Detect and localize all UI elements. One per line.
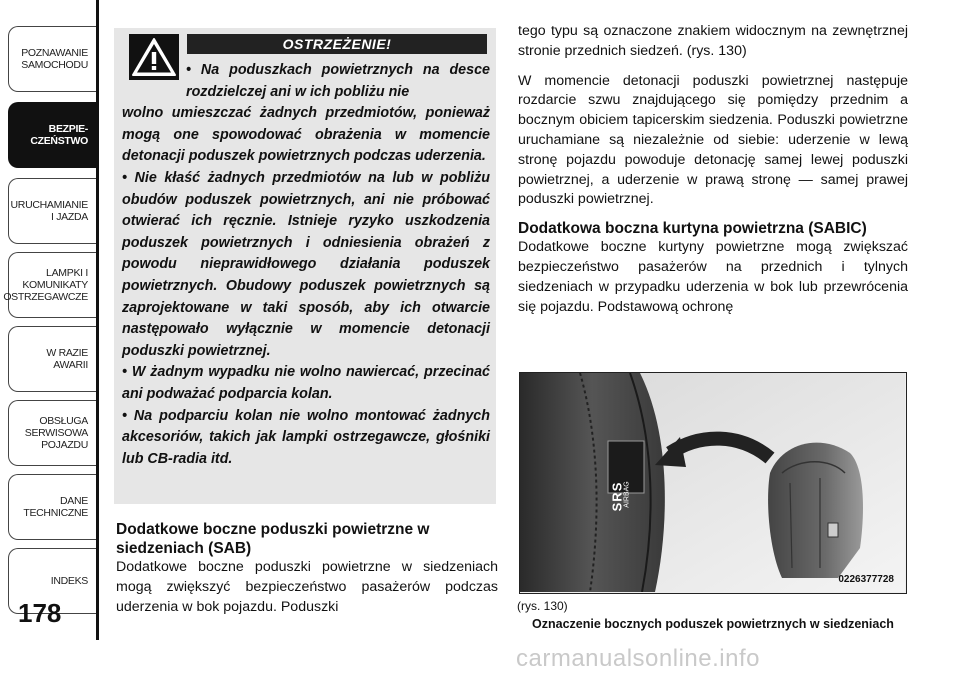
warning-item-4: • Na podparciu kolan nie wolno montować żadnych akcesoriów, takich jak lampki ostrzegawcze, głośniki lub CB-radia itd.: [122, 407, 490, 467]
tab-lampki[interactable]: LAMPKI I KOMUNIKATY OSTRZEGAWCZE: [8, 252, 96, 318]
section-body-sab: Dodatkowe boczne poduszki powietrzne w siedzeniach mogą zwiększyć bezpieczeństwo pasażerów podczas uderzenia w bok pojazdu. Poduszki: [116, 559, 498, 615]
warning-item-1-cont: wolno umieszczać żadnych przedmiotów, ponieważ mogą one spowodować obrażenia w momencie detonacji poduszek powietrznych podczas uderzenia.: [122, 105, 490, 165]
paragraph-1: tego typu są oznaczone znakiem widocznym na zewnętrznej stronie przednich siedzeń. (rys. 130): [518, 23, 908, 59]
warning-item-2: • Nie kłaść żadnych przedmiotów na lub w pobliżu obudów poduszek powietrznych, ani nie próbować otwierać ich ręcznie. Istnieje ryzyko uszkodzenia poduszek powietrznych i odniesienia obrażeń z powodu nieprawidłowego działania poduszek powietrznych. Obudowy poduszek powietrznych są zaprojektowane w taki sposób, aby ich otwarcie następowało wyłącznie w momencie detonacji poduszki powietrznej.: [122, 169, 490, 359]
tab-dane-techniczne[interactable]: DANE TECHNICZNE: [8, 474, 96, 540]
srs-text: SRS: [609, 481, 625, 512]
watermark: carmanualsonline.info: [516, 645, 760, 672]
paragraph-3: Dodatkowe boczne kurtyny powietrzne mogą zwiększać bezpieczeństwo pasażerów na przednich i tylnych siedzeniach w przypadku uderzenia w bok lub przewrócenia się pojazdu. Podstawową ochronę: [518, 239, 908, 315]
airbag-text: AIRBAG: [623, 481, 631, 508]
warning-item-1: • Na poduszkach powietrznych na desce rozdzielczej ani w ich pobliżu nie: [186, 62, 490, 100]
tab-indeks[interactable]: INDEKS: [8, 548, 96, 614]
tab-uruchamianie[interactable]: URUCHAMIANIE I JAZDA: [8, 178, 96, 244]
section-heading-sab: Dodatkowe boczne poduszki powietrzne w siedzeniach (SAB): [116, 521, 430, 557]
page-number: 178: [18, 598, 62, 628]
tab-divider: [96, 0, 99, 640]
figure-seat-airbag: [519, 372, 907, 594]
figure-caption: Oznaczenie bocznych poduszek powietrznych w siedzeniach: [532, 617, 894, 631]
tab-poznawanie[interactable]: POZNAWANIE SAMOCHODU: [8, 26, 96, 92]
figure-code: 0226377728: [838, 574, 894, 585]
figure-reference: (rys. 130): [517, 599, 568, 613]
warning-item-3: • W żadnym wypadku nie wolno nawiercać, przecinać ani podważać podparcia kolan.: [122, 364, 490, 402]
paragraph-2: W momencie detonacji poduszki powietrznej następuje rozdarcie szwu znajdującego się pomiędzy przednim a bocznym obiciem tapicerskim siedzenia. Poduszki powietrzne uruchamiane są niezależnie od siebie: uderzenie w lewą stronę pojazdu powoduje detonację samej lewej poduszki powietrznej, a uderzenie w prawą stronę — samej prawej poduszki powietrznej.: [518, 72, 908, 208]
seat-illustration: [520, 373, 905, 592]
warning-text: [122, 60, 490, 470]
right-column: [518, 22, 908, 327]
tab-w-razie-awarii[interactable]: W RAZIE AWARII: [8, 326, 96, 392]
tab-obsluga[interactable]: OBSŁUGA SERWISOWA POJAZDU: [8, 400, 96, 466]
warning-box: [114, 28, 496, 504]
tab-bezpieczenstwo[interactable]: BEZPIE- CZEŃSTWO: [8, 102, 96, 168]
section-heading-sabic: Dodatkowa boczna kurtyna powietrzna (SABIC): [518, 220, 867, 238]
warning-title: OSTRZEŻENIE!: [187, 34, 487, 54]
srs-label: [610, 475, 632, 523]
